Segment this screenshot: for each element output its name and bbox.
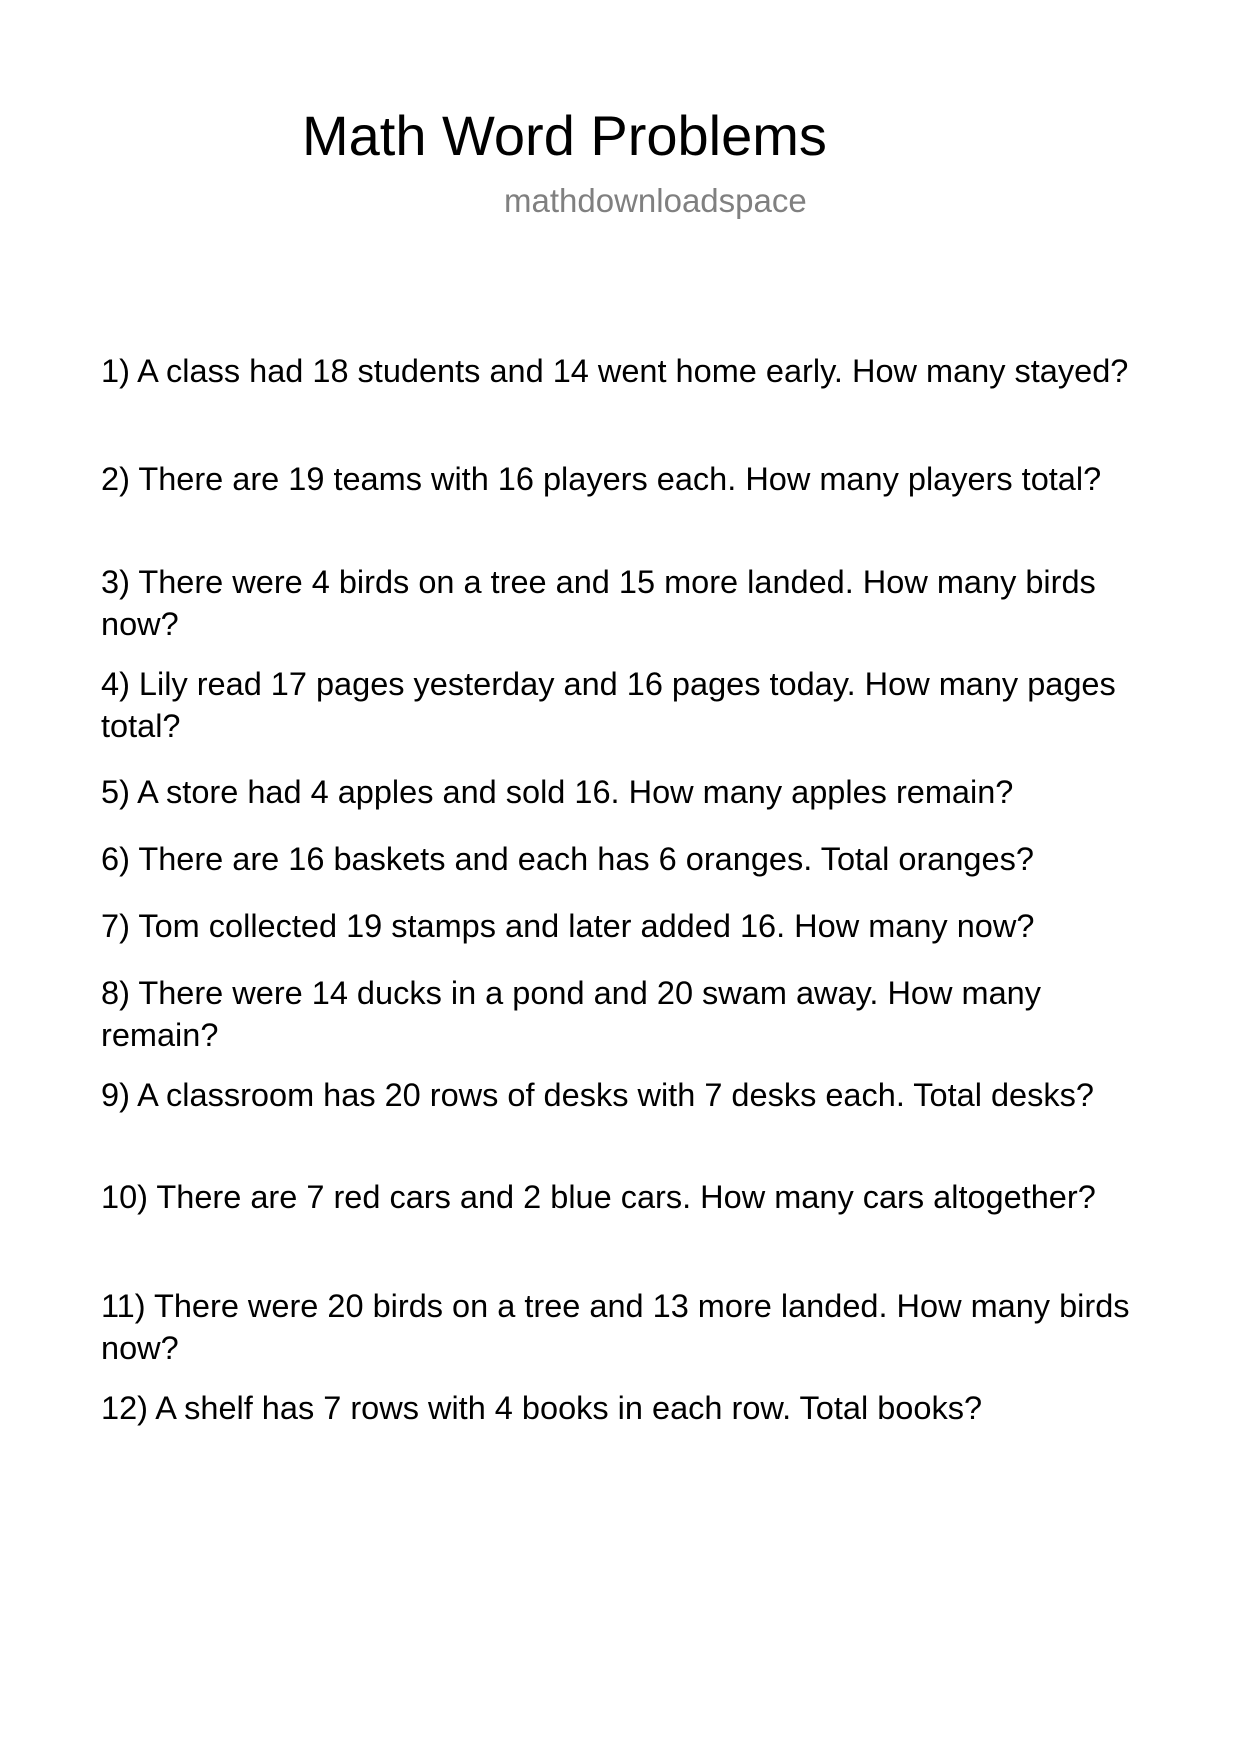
page-title: Math Word Problems (302, 104, 827, 167)
problem-item: 11) There were 20 birds on a tree and 13 more landed. How many birds now? (101, 1288, 1130, 1366)
problem-item: 10) There are 7 red cars and 2 blue cars. How many cars altogether? (101, 1179, 1096, 1215)
problem-item: 3) There were 4 birds on a tree and 15 more landed. How many birds now? (101, 564, 1096, 642)
problem-item: 9) A classroom has 20 rows of desks with 7 desks each. Total desks? (101, 1077, 1094, 1113)
problem-item: 6) There are 16 baskets and each has 6 oranges. Total oranges? (101, 841, 1034, 877)
problem-item: 8) There were 14 ducks in a pond and 20 swam away. How many remain? (101, 975, 1041, 1053)
problem-item: 4) Lily read 17 pages yesterday and 16 pages today. How many pages total? (101, 666, 1116, 744)
problem-item: 5) A store had 4 apples and sold 16. How many apples remain? (101, 774, 1014, 810)
problem-item: 12) A shelf has 7 rows with 4 books in each row. Total books? (101, 1390, 983, 1426)
problem-item: 2) There are 19 teams with 16 players each. How many players total? (101, 461, 1102, 497)
problem-item: 7) Tom collected 19 stamps and later added 16. How many now? (101, 908, 1035, 944)
problem-item: 1) A class had 18 students and 14 went home early. How many stayed? (101, 353, 1129, 389)
page-subtitle: mathdownloadspace (504, 182, 807, 219)
